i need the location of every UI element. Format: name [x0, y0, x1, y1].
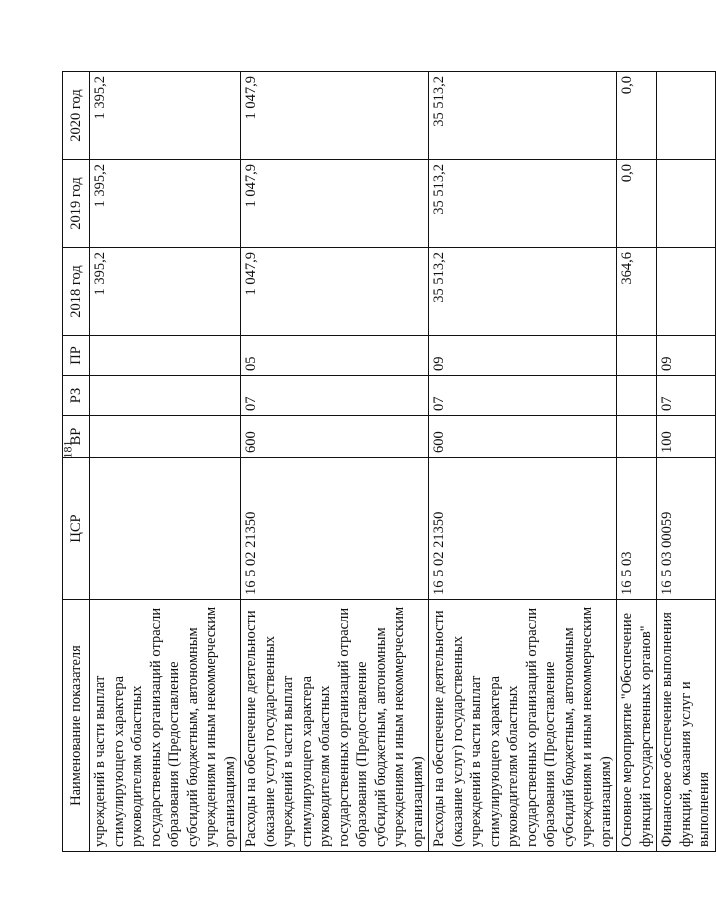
cell-csr: 16 5 02 21350 — [241, 458, 429, 600]
cell-vr — [90, 416, 241, 458]
cell-rz — [617, 376, 657, 416]
table-header-row — [63, 72, 90, 852]
page-number: 181 — [60, 440, 75, 459]
cell-csr — [90, 458, 241, 600]
header-2019: 2019 год — [63, 160, 90, 248]
cell-csr: 16 5 02 21350 — [429, 458, 617, 600]
table-row — [617, 72, 657, 852]
cell-2018: 1 047,9 — [241, 248, 429, 336]
header-2018: 2018 год — [63, 248, 90, 336]
cell-2018 — [657, 248, 716, 336]
table-row — [241, 72, 429, 852]
cell-rz: 07 — [241, 376, 429, 416]
cell-2019: 35 513,2 — [429, 160, 617, 248]
cell-pr: 09 — [429, 336, 617, 376]
header-2020: 2020 год — [63, 72, 90, 160]
cell-pr — [90, 336, 241, 376]
cell-2018: 364,6 — [617, 248, 657, 336]
cell-2020: 1 047,9 — [241, 72, 429, 160]
table-row — [429, 72, 617, 852]
cell-vr — [617, 416, 657, 458]
cell-pr: 09 — [657, 336, 716, 376]
cell-2020: 1 395,2 — [90, 72, 241, 160]
cell-pr — [617, 336, 657, 376]
cell-rz — [90, 376, 241, 416]
header-csr: ЦСР — [63, 458, 90, 600]
cell-pr: 05 — [241, 336, 429, 376]
cell-vr: 100 — [657, 416, 716, 458]
cell-name: учреждений в части выплат стимулирующего характера руководителям областных государственных организаций отрасли образования (Предоставление субсидий бюджетным, автономным учреждениям и иным некоммерческим организациям) — [90, 600, 241, 852]
cell-rz: 07 — [429, 376, 617, 416]
budget-table — [62, 71, 716, 852]
table-row — [657, 72, 716, 852]
cell-vr: 600 — [429, 416, 617, 458]
cell-name: Финансовое обеспечение выполнения функций, оказания услуг и выполнения — [657, 600, 716, 852]
cell-name: Основное мероприятие "Обеспечение функций государственных органов" — [617, 600, 657, 852]
cell-2020: 35 513,2 — [429, 72, 617, 160]
cell-2019: 1 395,2 — [90, 160, 241, 248]
cell-vr: 600 — [241, 416, 429, 458]
table-row — [90, 72, 241, 852]
cell-2018: 1 395,2 — [90, 248, 241, 336]
cell-2019 — [657, 160, 716, 248]
header-pr: ПР — [63, 336, 90, 376]
cell-csr: 16 5 03 — [617, 458, 657, 600]
cell-2019: 1 047,9 — [241, 160, 429, 248]
cell-2019: 0,0 — [617, 160, 657, 248]
cell-2020 — [657, 72, 716, 160]
cell-csr: 16 5 03 00059 — [657, 458, 716, 600]
header-vr: ВР — [63, 416, 90, 458]
cell-name: Расходы на обеспечение деятельности (оказание услуг) государственных учреждений в части выплат стимулирующего характера руководителям областных государственных организаций отрасли образования (Предоставление субсидий бюджетным, автономным учреждениям и иным некоммерческим организациям) — [429, 600, 617, 852]
rotated-page — [62, 72, 712, 852]
header-name: Наименование показателя — [63, 600, 90, 852]
cell-2018: 35 513,2 — [429, 248, 617, 336]
header-rz: РЗ — [63, 376, 90, 416]
cell-name: Расходы на обеспечение деятельности (оказание услуг) государственных учреждений в части выплат стимулирующего характера руководителям областных государственных организаций отрасли образования (Предоставление субсидий бюджетным, автономным учреждениям и иным некоммерческим организациям) — [241, 600, 429, 852]
cell-rz: 07 — [657, 376, 716, 416]
cell-2020: 0,0 — [617, 72, 657, 160]
